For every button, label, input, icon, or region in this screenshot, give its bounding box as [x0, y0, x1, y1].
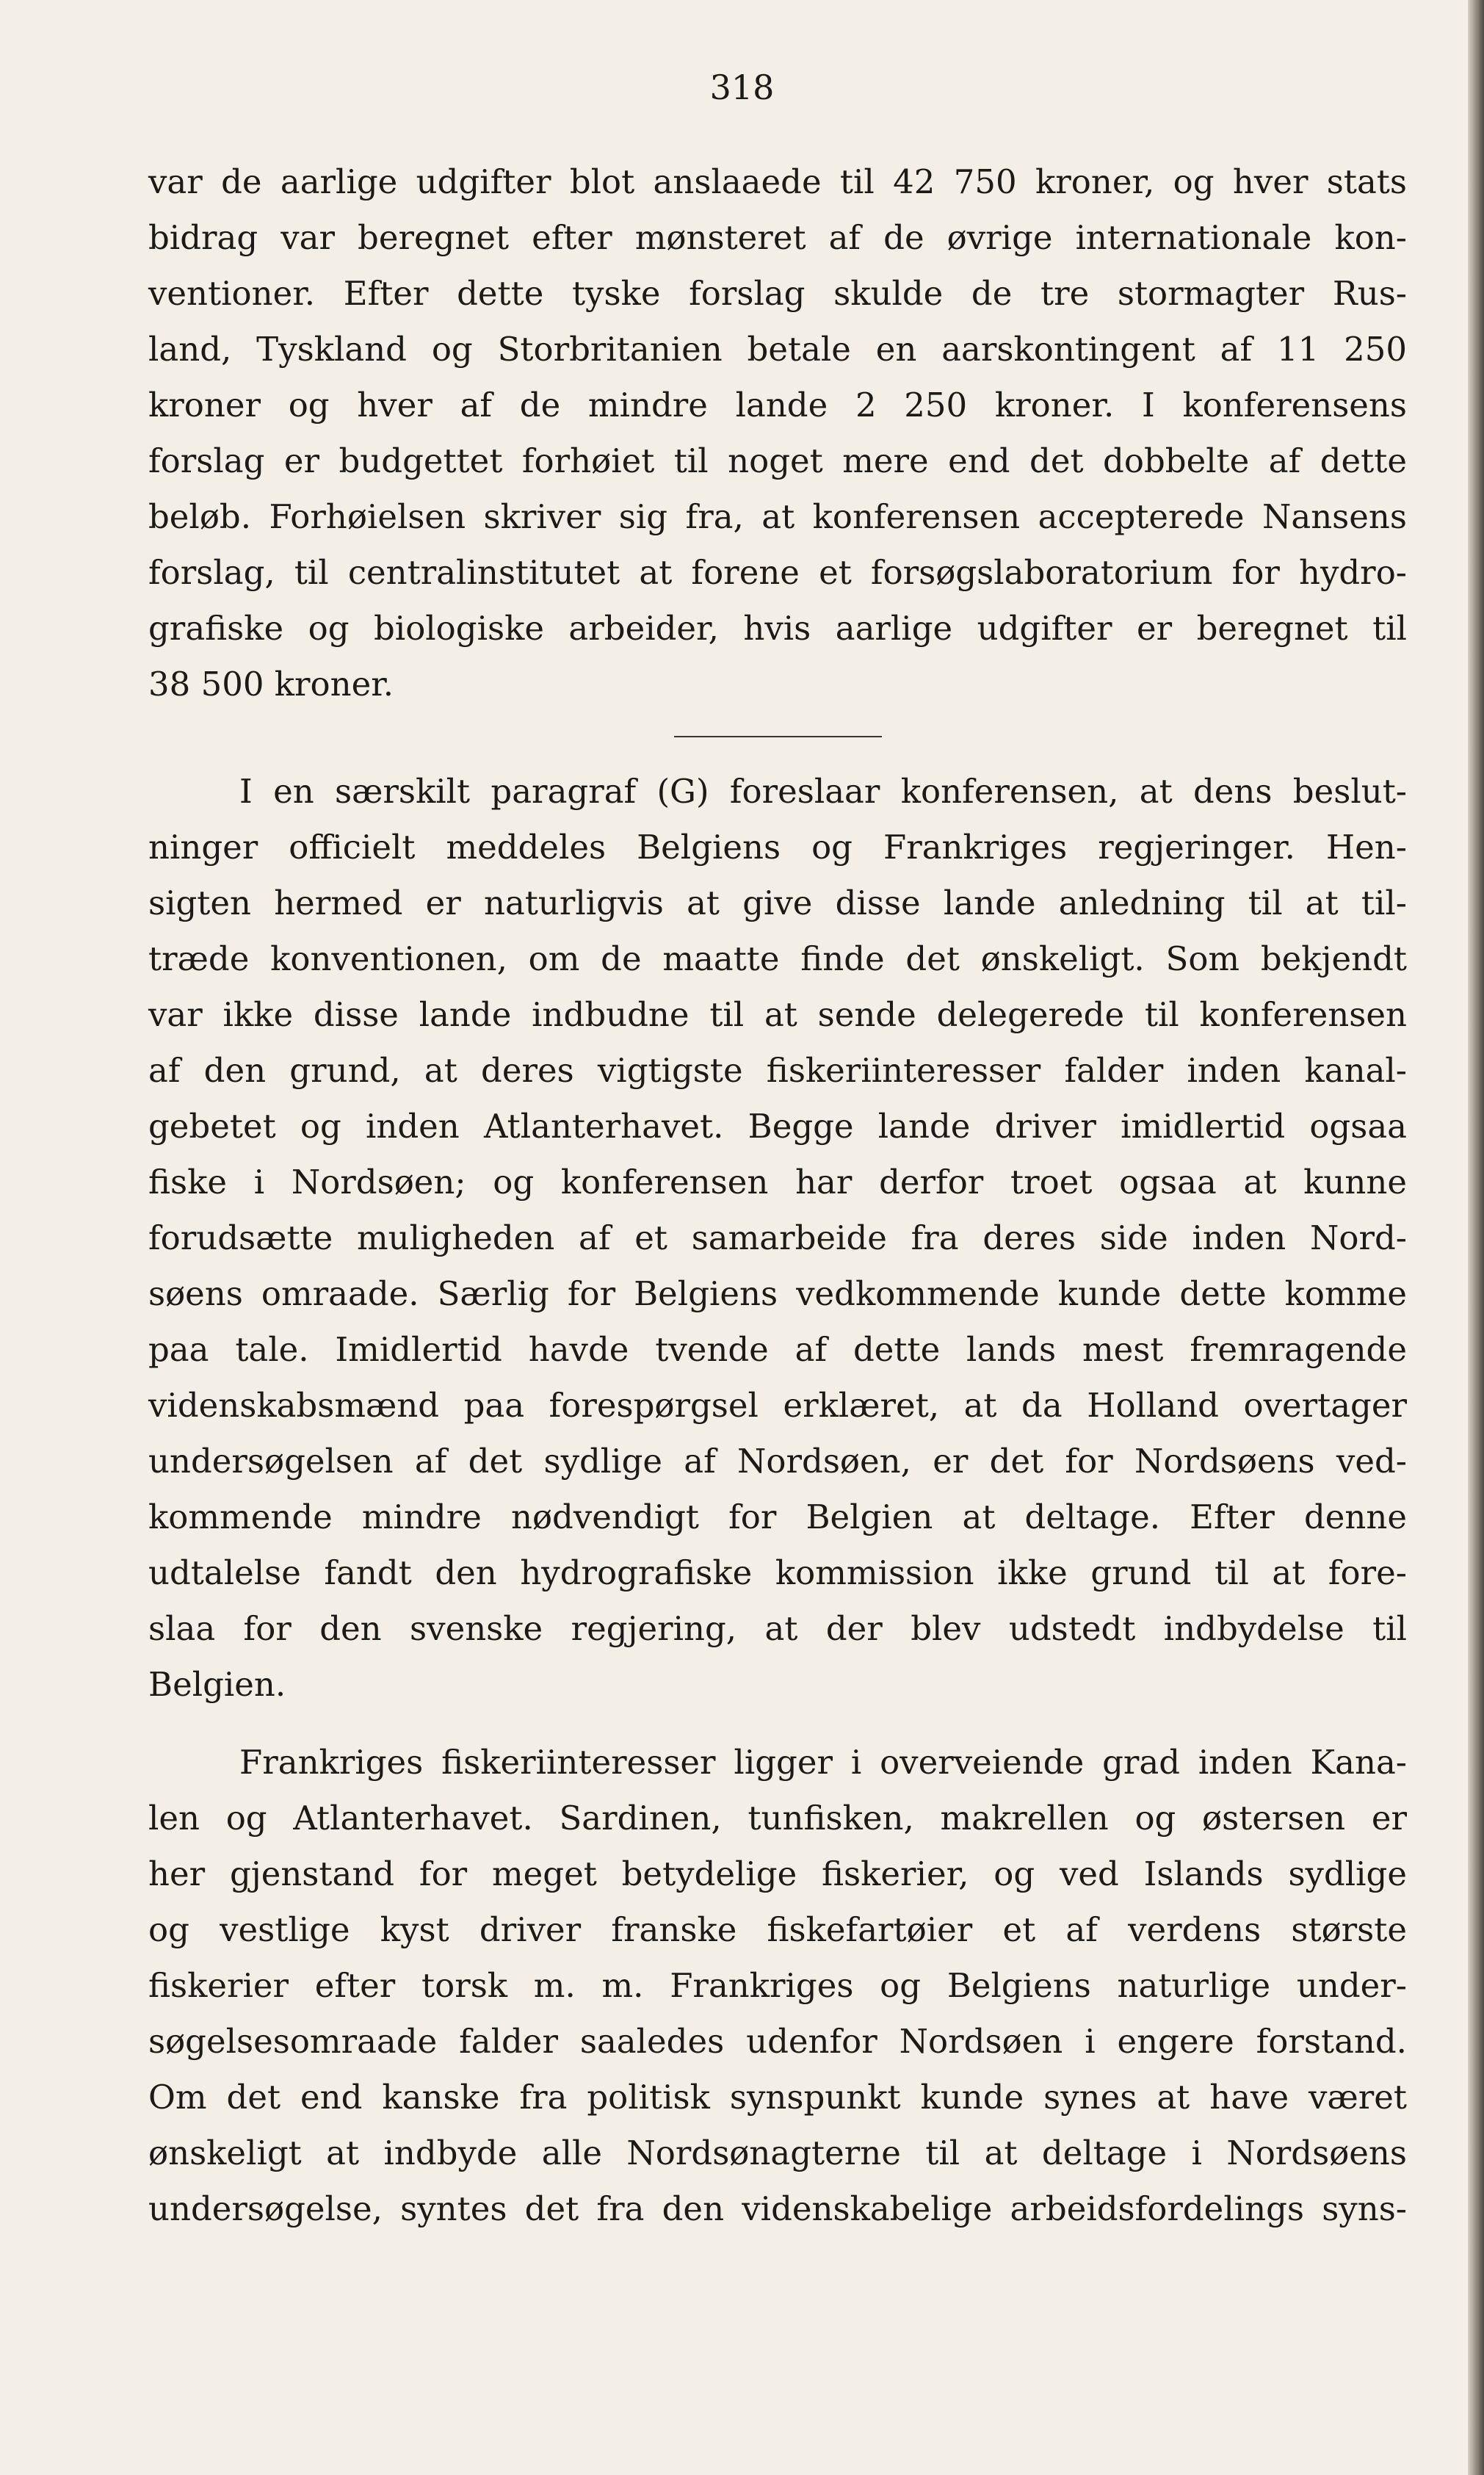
- text-line: bidrag var beregnet efter mønsteret af de øvrige internationale kon-: [148, 218, 1407, 257]
- text-line: videnskabsmænd paa forespørgsel erklæret, at da Holland overtager: [148, 1386, 1407, 1425]
- text-line: søens omraade. Særlig for Belgiens vedkommende kunde dette komme: [148, 1274, 1407, 1313]
- text-line: kroner og hver af de mindre lande 2 250 kroner. I konferensens: [148, 386, 1407, 424]
- text-line: var ikke disse lande indbudne til at sende delegerede til konferensen: [148, 995, 1407, 1034]
- text-line: len og Atlanterhavet. Sardinen, tunfisken, makrellen og østersen er: [148, 1799, 1407, 1838]
- text-line: ninger officielt meddeles Belgiens og Frankriges regjeringer. Hen-: [148, 828, 1407, 867]
- text-line: undersøgelse, syntes det fra den videnskabelige arbeidsfordelings syns-: [148, 2189, 1407, 2228]
- text-line: fiske i Nordsøen; og konferensen har derfor troet ogsaa at kunne: [148, 1163, 1407, 1202]
- paragraph-2: [148, 764, 1407, 1713]
- text-line: paa tale. Imidlertid havde tvende af dette lands mest fremragende: [148, 1330, 1407, 1369]
- paragraph-1: [148, 154, 1407, 712]
- text-line: sigten hermed er naturligvis at give disse lande anledning til at til-: [148, 884, 1407, 922]
- page-number: 318: [709, 68, 775, 107]
- text-line: Belgien.: [148, 1665, 286, 1704]
- text-line: Frankriges fiskeriinteresser ligger i overveiende grad inden Kana-: [239, 1743, 1407, 1782]
- text-line: søgelsesomraade falder saaledes udenfor Nordsøen i engere forstand.: [148, 2022, 1407, 2061]
- text-line: undersøgelsen af det sydlige af Nordsøen, er det for Nordsøens ved-: [148, 1442, 1407, 1481]
- text-line: kommende mindre nødvendigt for Belgien at deltage. Efter denne: [148, 1497, 1407, 1536]
- text-line: gebetet og inden Atlanterhavet. Begge lande driver imidlertid ogsaa: [148, 1107, 1407, 1146]
- text-line: Om det end kanske fra politisk synspunkt kunde synes at have været: [148, 2078, 1407, 2117]
- text-line: 38 500 kroner.: [148, 665, 394, 704]
- text-line: ventioner. Efter dette tyske forslag skulde de tre stormagter Rus-: [148, 274, 1407, 313]
- text-line: udtalelse fandt den hydrografiske kommission ikke grund til at fore-: [148, 1553, 1407, 1592]
- text-line: grafiske og biologiske arbeider, hvis aarlige udgifter er beregnet til: [148, 609, 1407, 648]
- paragraph-3: [148, 1735, 1407, 2237]
- text-line: beløb. Forhøielsen skriver sig fra, at konferensen accepterede Nansens: [148, 497, 1407, 536]
- text-line: ønskeligt at indbyde alle Nordsønagterne til at deltage i Nordsøens: [148, 2133, 1407, 2172]
- section-divider: [674, 736, 882, 737]
- text-line: af den grund, at deres vigtigste fiskeriinteresser falder inden kanal-: [148, 1051, 1407, 1090]
- text-line: forslag er budgettet forhøiet til noget mere end det dobbelte af dette: [148, 441, 1407, 480]
- text-line: forudsætte muligheden af et samarbeide fra deres side inden Nord-: [148, 1218, 1407, 1257]
- text-line: I en særskilt paragraf (G) foreslaar konferensen, at dens beslut-: [239, 772, 1407, 811]
- text-line: fiskerier efter torsk m. m. Frankriges og Belgiens naturlige under-: [148, 1966, 1407, 2005]
- text-line: forslag, til centralinstitutet at forene et forsøgslaboratorium for hydro-: [148, 553, 1407, 592]
- text-line: her gjenstand for meget betydelige fiskerier, og ved Islands sydlige: [148, 1854, 1407, 1893]
- page-edge-shadow: [1468, 0, 1484, 2475]
- text-line: træde konventionen, om de maatte finde det ønskeligt. Som bekjendt: [148, 939, 1407, 978]
- text-line: var de aarlige udgifter blot anslaaede til 42 750 kroner, og hver stats: [148, 162, 1407, 201]
- text-line: slaa for den svenske regjering, at der blev udstedt indbydelse til: [148, 1609, 1407, 1648]
- text-line: land, Tyskland og Storbritanien betale en aarskontingent af 11 250: [148, 330, 1407, 369]
- text-line: og vestlige kyst driver franske fiskefartøier et af verdens største: [148, 1910, 1407, 1949]
